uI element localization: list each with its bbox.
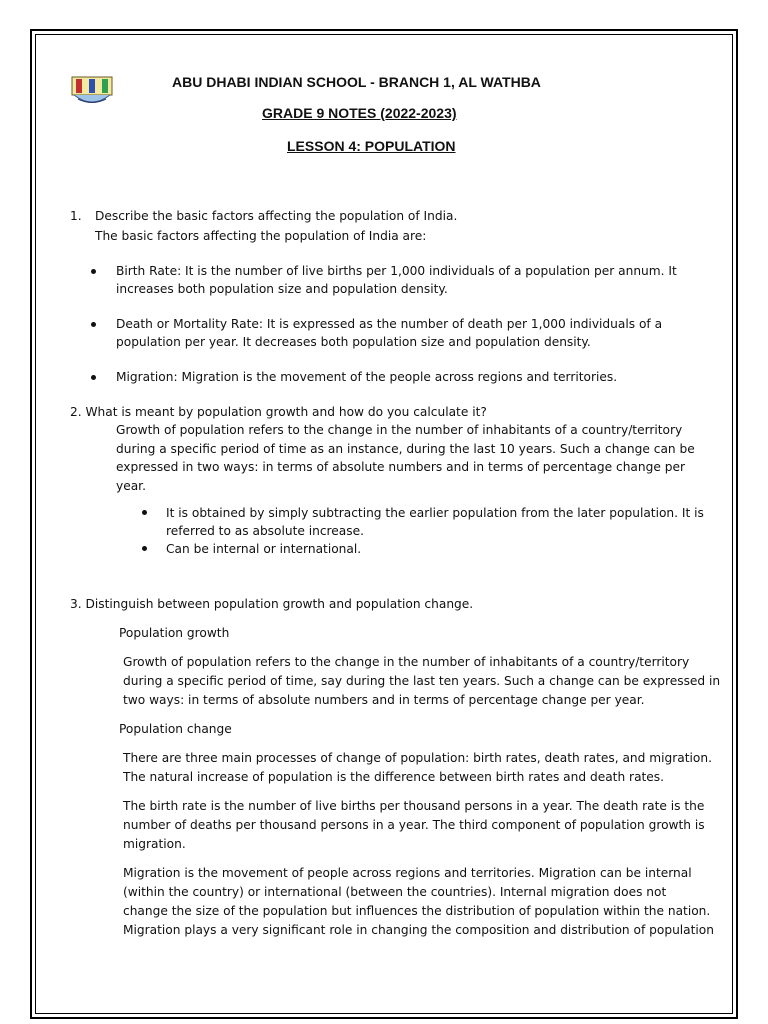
grade-title: GRADE 9 NOTES (2022-2023) [262, 105, 457, 121]
q3-change-p3-line-1: Migration is the movement of people across regions and territories. Migration can be internal [123, 866, 692, 880]
q3-change-p1-line-1: There are three main processes of change of population: birth rates, death rates, and migration. [123, 751, 712, 765]
q2-bullet-2-line-1: Can be internal or international. [166, 542, 362, 556]
q1-bullet-2-line-1: Death or Mortality Rate: It is expressed as the number of death per 1,000 individuals of a [116, 317, 663, 331]
q3-change-p2-line-1: The birth rate is the number of live births per thousand persons in a year. The death rate is the [123, 799, 705, 813]
school-title: ABU DHABI INDIAN SCHOOL - BRANCH 1, AL WATHBA [172, 74, 541, 90]
bullet-icon [142, 546, 147, 551]
q3-change-p1-line-2: The natural increase of population is the difference between birth rates and death rates. [123, 770, 665, 784]
q2-question: 2. What is meant by population growth and how do you calculate it? [70, 405, 487, 419]
q2-answer-line-3: expressed in two ways: in terms of absolute numbers and in terms of percentage change per [116, 460, 685, 474]
q3-change-p2-line-3: migration. [123, 837, 186, 851]
bullet-icon [142, 510, 147, 515]
q1-bullet-2-line-2: population per year. It decreases both population size and population density. [116, 335, 591, 349]
q3-change-p3-line-3: change the size of the population but influences the distribution of population within the nation. [123, 904, 711, 918]
q2-bullet-1-line-2: referred to as absolute increase. [166, 524, 364, 538]
bullet-icon [91, 269, 96, 274]
bullet-icon [91, 375, 96, 380]
q3-change-p3-line-2: (within the country) or international (between the countries). Internal migration does not [123, 885, 667, 899]
q3-question: 3. Distinguish between population growth and population change. [70, 597, 474, 611]
q3-change-p2-line-2: number of deaths per thousand persons in a year. The third component of population growth is [123, 818, 705, 832]
q1-question: Describe the basic factors affecting the population of India. [95, 209, 458, 223]
q1-number: 1. [70, 209, 82, 223]
lesson-title: LESSON 4: POPULATION [287, 138, 456, 154]
bullet-icon [91, 322, 96, 327]
q3-growth-heading: Population growth [119, 626, 230, 640]
q3-growth-line-3: two ways: in terms of absolute numbers and in terms of percentage change per year. [123, 693, 645, 707]
q2-bullet-1-line-1: It is obtained by simply subtracting the earlier population from the later population. It is [166, 506, 704, 520]
q2-answer-line-1: Growth of population refers to the change in the number of inhabitants of a country/territory [116, 423, 683, 437]
q1-bullet-3-line-1: Migration: Migration is the movement of the people across regions and territories. [116, 370, 618, 384]
q2-answer-line-2: during a specific period of time as an instance, during the last 10 years. Such a change can be [116, 442, 695, 456]
school-logo-icon [68, 75, 116, 111]
q1-bullet-1-line-1: Birth Rate: It is the number of live births per 1,000 individuals of a population per annum. It [116, 264, 677, 278]
q1-intro: The basic factors affecting the population of India are: [95, 229, 427, 243]
q1-bullet-1-line-2: increases both population size and population density. [116, 282, 448, 296]
q2-answer-line-4: year. [116, 479, 146, 493]
q3-growth-line-2: during a specific period of time, say during the last ten years. Such a change can be expressed in [123, 674, 721, 688]
q3-change-heading: Population change [119, 722, 232, 736]
q3-change-p3-line-4: Migration plays a very significant role in changing the composition and distribution of population [123, 923, 714, 937]
q3-growth-line-1: Growth of population refers to the change in the number of inhabitants of a country/territory [123, 655, 690, 669]
